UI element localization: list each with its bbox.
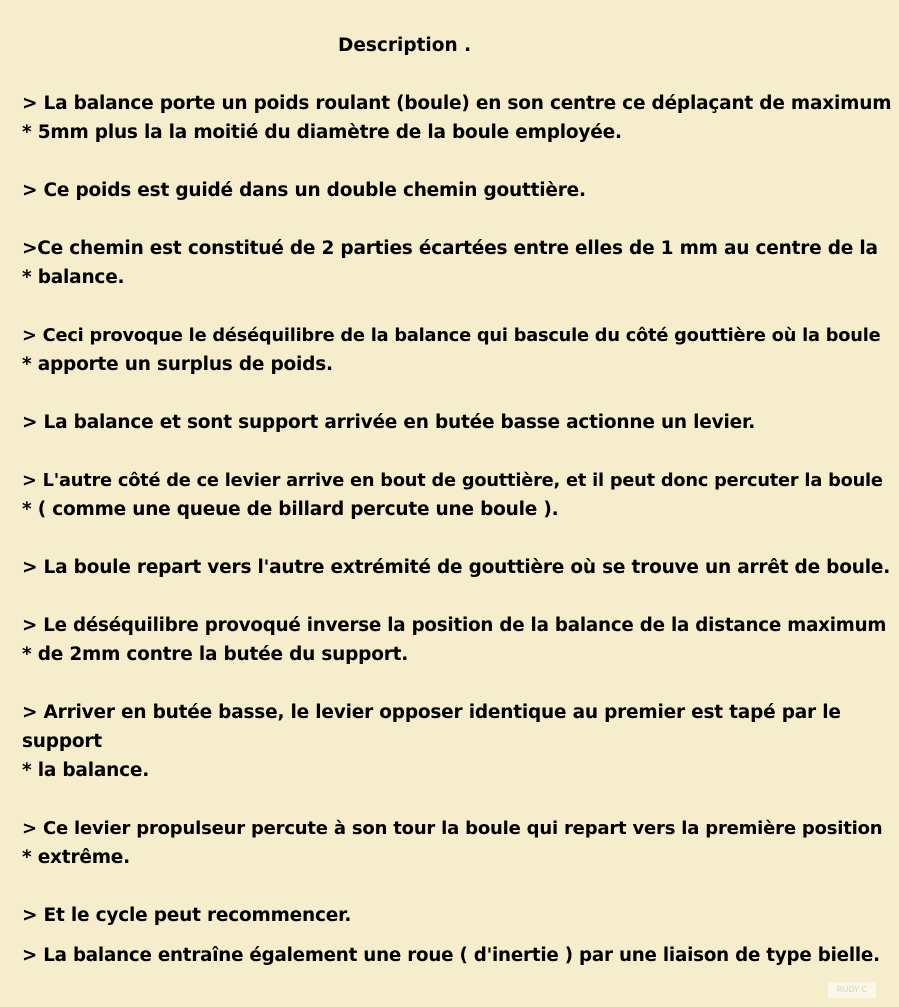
- text-line: > La balance entraîne également une roue ( d'inertie ) par une liaison de type bielle.: [22, 945, 880, 966]
- text-line: > Ce levier propulseur percute à son tour la boule qui repart vers la première position: [22, 818, 883, 839]
- text-line: * 5mm plus la la moitié du diamètre de la boule employée.: [22, 122, 622, 143]
- text-line: * la balance.: [22, 760, 150, 781]
- text-line: * extrême.: [22, 847, 130, 868]
- text-line: * de 2mm contre la butée du support.: [22, 644, 409, 665]
- document-title: Description .: [338, 35, 472, 56]
- text-line: > La boule repart vers l'autre extrémité de gouttière où se trouve un arrêt de boule.: [22, 557, 891, 578]
- text-line: > Et le cycle peut recommencer.: [22, 905, 352, 926]
- text-line: > La balance porte un poids roulant (boule) en son centre ce déplaçant de maximum: [22, 93, 892, 114]
- text-line: * apporte un surplus de poids.: [22, 354, 333, 375]
- text-line: >Ce chemin est constitué de 2 parties écartées entre elles de 1 mm au centre de la: [22, 238, 878, 259]
- text-line: > La balance et sont support arrivée en butée basse actionne un levier.: [22, 412, 756, 433]
- text-line: * ( comme une queue de billard percute une boule ).: [22, 499, 559, 520]
- text-line: > Ce poids est guidé dans un double chemin gouttière.: [22, 180, 586, 201]
- text-line: * balance.: [22, 267, 125, 288]
- text-line: > Le déséquilibre provoqué inverse la position de la balance de la distance maximum: [22, 615, 887, 636]
- text-line: support: [22, 731, 102, 752]
- text-line: > Ceci provoque le déséquilibre de la balance qui bascule du côté gouttière où la boule: [22, 326, 881, 346]
- watermark: RUDY C: [828, 982, 876, 998]
- text-line: > L'autre côté de ce levier arrive en bout de gouttière, et il peut donc percuter la boule: [22, 471, 883, 491]
- text-line: > Arriver en butée basse, le levier opposer identique au premier est tapé par le: [22, 702, 841, 723]
